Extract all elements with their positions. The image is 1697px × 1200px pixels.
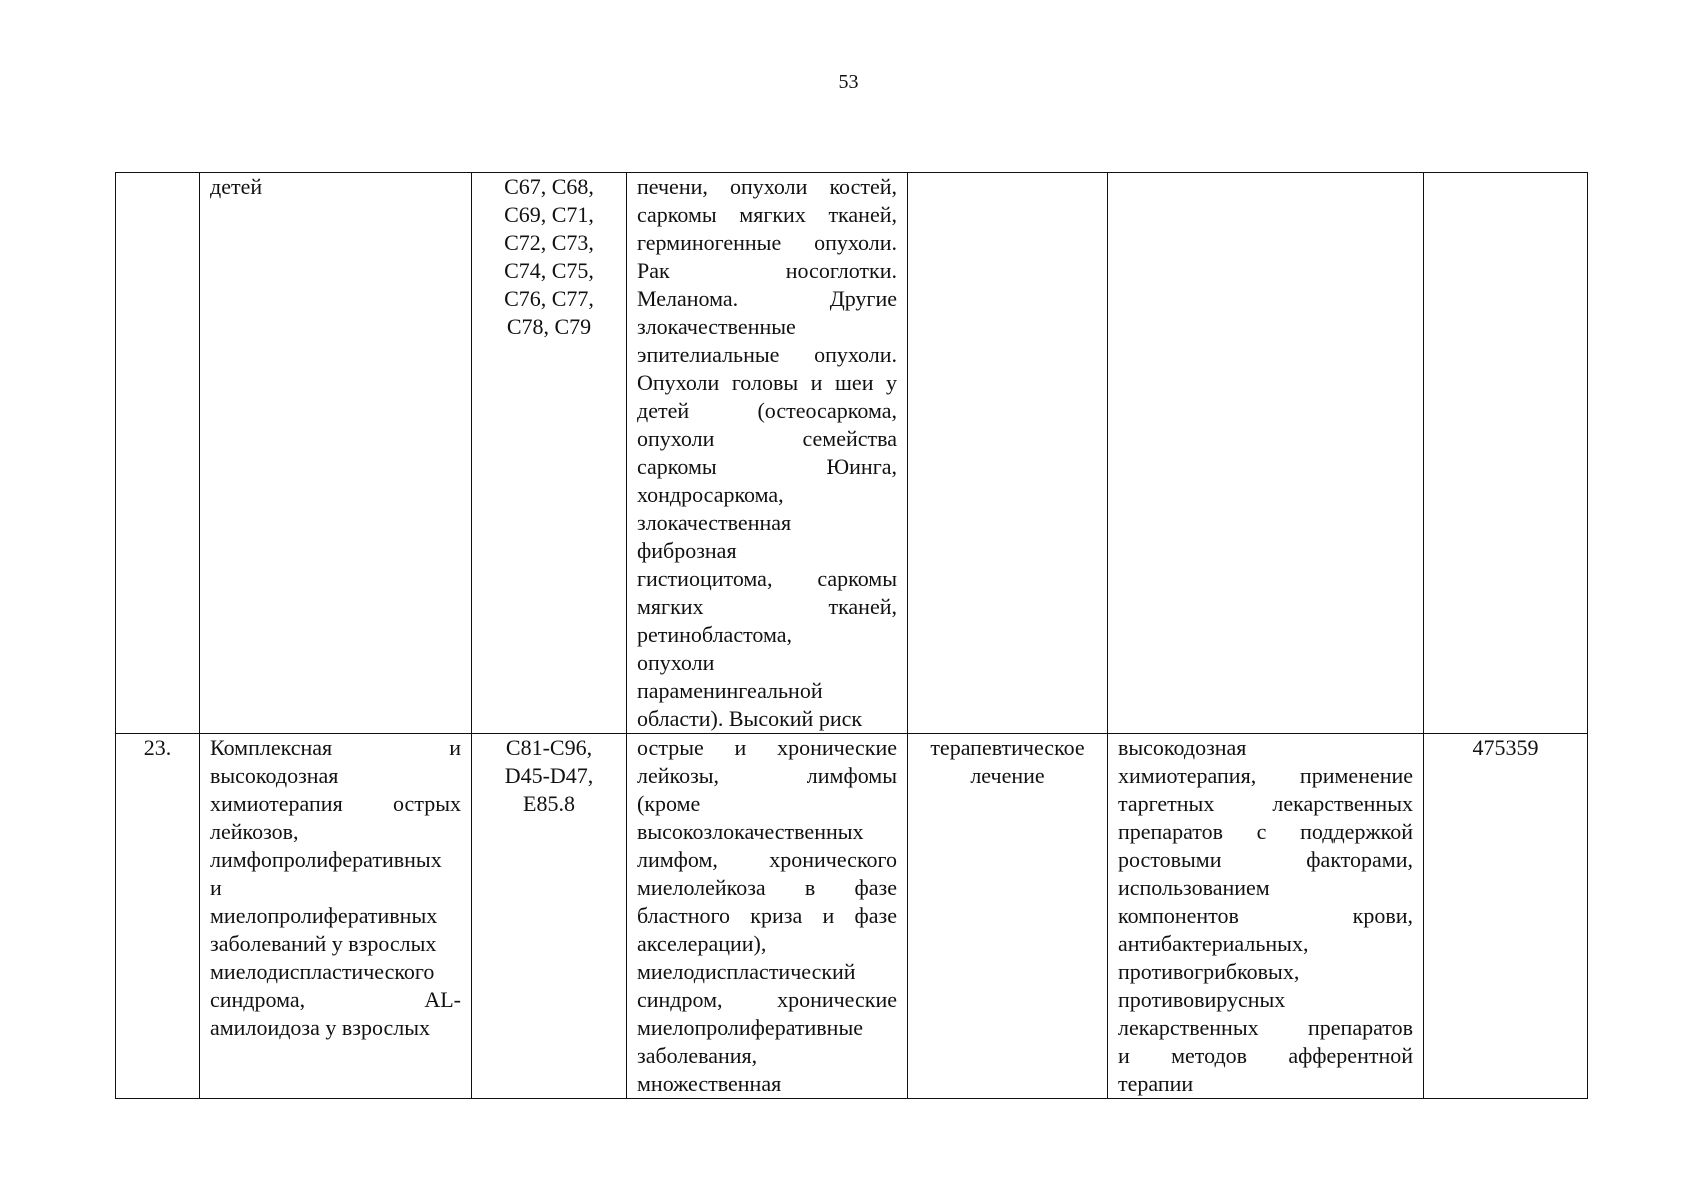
text-line: саркомы Юинга, [637,454,897,479]
cell-method [1108,173,1424,734]
text-line: ретинобластома, [637,622,793,647]
text-line: бластного криза и фазе [637,903,897,928]
text-line: синдрома, AL- [210,987,461,1012]
cell-kind [908,173,1108,734]
text-line: высокодозная [210,763,339,788]
text-line: фиброзная [637,538,737,563]
text-line: миелопролиферативные [637,1015,863,1040]
text-line: злокачественные [637,314,796,339]
procedures-table [115,172,1588,1099]
text-line: опухоли семейства [637,426,897,451]
text-line: миелодиспластический [637,959,856,984]
text-line: герминогенные опухоли. [637,230,897,255]
text-line: противовирусных [1118,987,1286,1012]
text-line: лекарственных препаратов [1118,1015,1413,1040]
cell-number: 23. [116,734,200,1099]
text-line: и [210,875,222,900]
cell-name [200,734,472,1099]
text-line: гистиоцитома, саркомы [637,566,897,591]
text-line: использованием [1118,875,1270,900]
text-line: C78, C79 [506,314,592,339]
table-body [116,173,1588,1099]
text-line: (кроме [637,791,701,816]
text-line: антибактериальных, [1118,931,1309,956]
cell-price: 475359 [1424,734,1588,1099]
text-line: Опухоли головы и шеи у [637,370,897,395]
text-line: терапевтическое [930,735,1085,760]
text-line: высокодозная [1118,735,1247,760]
text-line: миелодиспластического [210,959,435,984]
text-line: саркомы мягких тканей, [637,202,897,227]
text-line: множественная [637,1071,782,1096]
cell-model [627,173,908,734]
text-line: противогрибковых, [1118,959,1300,984]
text-line: ростовыми факторами, [1118,847,1413,872]
text-line: C81-C96, [505,735,593,760]
text-line: детей (остеосаркома, [637,398,897,423]
text-line: лимфопролиферативных [210,847,442,872]
text-line: лимфом, хронического [637,847,897,872]
cell-name [200,173,472,734]
text-line: заболеваний у взрослых [210,931,437,956]
page-number: 53 [838,71,859,93]
text-line: E85.8 [523,791,575,816]
text-line: печени, опухоли костей, [637,174,897,199]
cell-codes [472,734,627,1099]
text-line: C72, C73, [504,230,594,255]
table-row [116,173,1588,734]
text-line: препаратов с поддержкой [1118,819,1413,844]
text-line: миелолейкоза в фазе [637,875,897,900]
text-line: детей [210,174,263,199]
text-line: C67, C68, [504,174,594,199]
text-line: D45-D47, [504,763,594,788]
text-line: параменингеальной [637,678,823,703]
cell-kind [908,734,1108,1099]
text-line: акселерации), [637,931,767,956]
table-row [116,734,1588,1099]
text-line: C74, C75, [504,258,594,283]
cell-number [116,173,200,734]
text-line: области). Высокий риск [637,706,863,731]
text-line: Комплексная и [210,735,461,760]
text-line: высокозлокачественных [637,819,864,844]
cell-method [1108,734,1424,1099]
text-line: синдром, хронические [637,987,897,1012]
text-line: Рак носоглотки. [637,258,897,283]
text-line: амилоидоза у взрослых [210,1015,431,1040]
text-line: C76, C77, [504,286,594,311]
text-line: C69, C71, [504,202,594,227]
text-line: опухоли [637,650,715,675]
text-line: миелопролиферативных [210,903,438,928]
text-line: терапии [1118,1071,1194,1096]
text-line: лейкозов, [210,819,299,844]
text-line: острые и хронические [637,735,897,760]
text-line: химиотерапия острых [210,791,461,816]
text-line: лечение [970,763,1045,788]
cell-price [1424,173,1588,734]
text-line: компонентов крови, [1118,903,1413,928]
text-line: Меланома. Другие [637,286,897,311]
cell-model [627,734,908,1099]
text-line: заболевания, [637,1043,758,1068]
text-line: и методов афферентной [1118,1043,1413,1068]
cell-codes [472,173,627,734]
text-line: злокачественная [637,510,792,535]
text-line: таргетных лекарственных [1118,791,1413,816]
text-line: мягких тканей, [637,594,897,619]
text-line: эпителиальные опухоли. [637,342,897,367]
text-line: химиотерапия, применение [1118,763,1413,788]
text-line: лейкозы, лимфомы [637,763,897,788]
text-line: хондросаркома, [637,482,784,507]
